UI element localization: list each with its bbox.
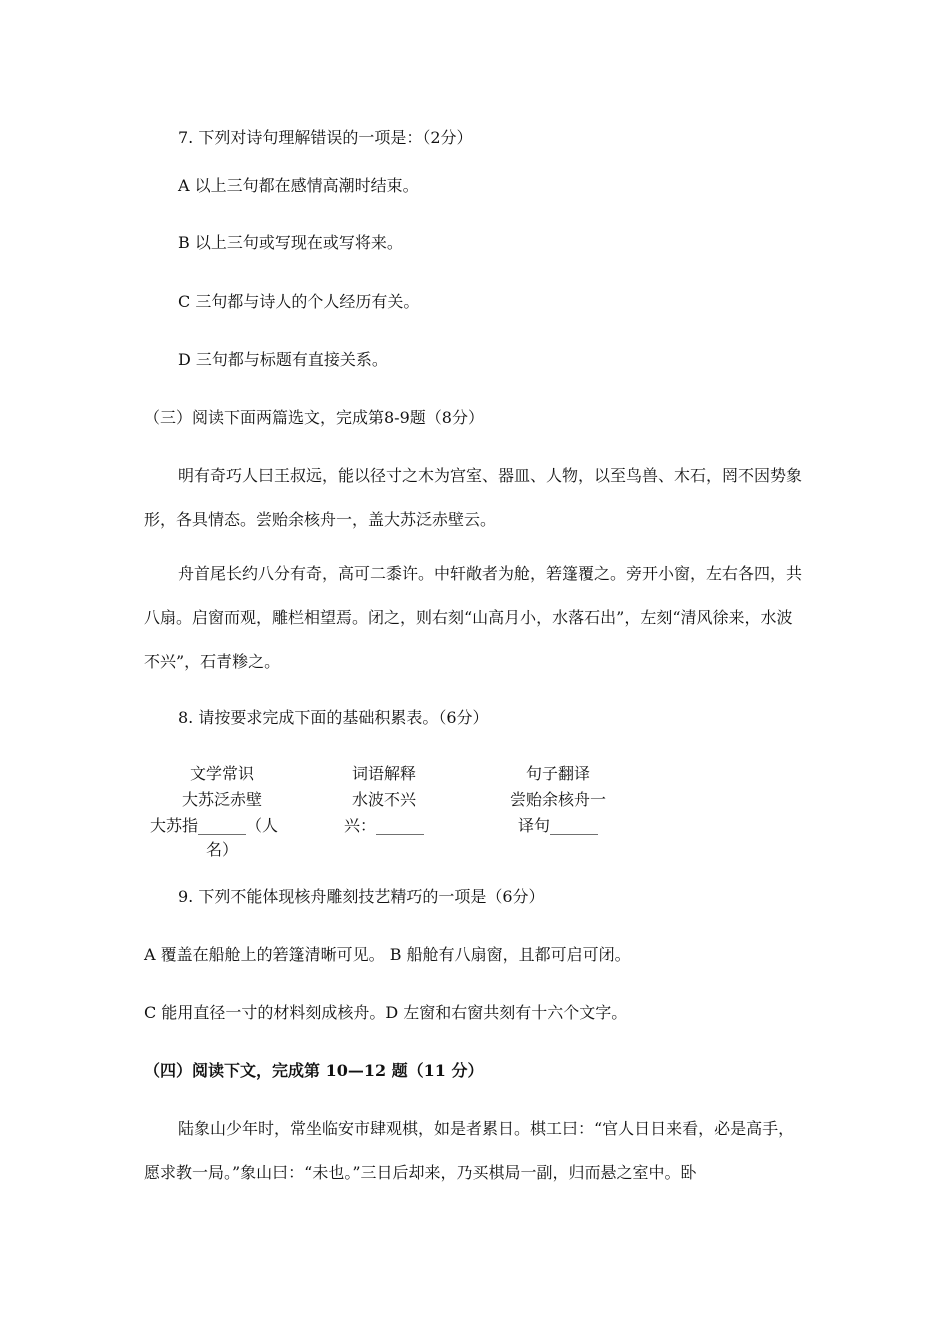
table-cell-literature-blank-cont: 名） bbox=[205, 840, 238, 859]
table-cell-vocabulary-blank: 兴：______ bbox=[344, 816, 425, 835]
table-header-vocabulary: 词语解释 bbox=[351, 764, 416, 783]
table-cell-translation-blank: 译句______ bbox=[518, 816, 599, 835]
section-3-heading: （三）阅读下面两篇选文，完成第8-9题（8分） bbox=[144, 408, 484, 427]
section-3-passage-2: 舟首尾长约八分有奇，高可二黍许。中轩敞者为舱，箬篷覆之。旁开小窗，左右各四，共八扇。启窗而观，雕栏相望焉。闭之，则右刻“山高月小，水落石出”，左刻“清风徐来，水波不兴”，石青糁之。 bbox=[144, 564, 803, 671]
question-7-stem: 7. 下列对诗句理解错误的一项是：（2分） bbox=[178, 128, 473, 147]
section-4-passage: 陆象山少年时，常坐临安市肆观棋，如是者累日。棋工曰：“官人日日来看，必是高手，愿求教一局。”象山曰：“未也。”三日后却来，乃买棋局一副，归而悬之室中。卧 bbox=[144, 1119, 795, 1182]
question-9-stem: 9. 下列不能体现核舟雕刻技艺精巧的一项是（6分） bbox=[178, 887, 545, 906]
table-cell-translation-item: 尝贻余核舟一 bbox=[509, 790, 606, 809]
section-4-heading: （四）阅读下文，完成第 10—12 题（11 分） bbox=[144, 1061, 484, 1080]
question-7-option-b: B 以上三句或写现在或写将来。 bbox=[178, 233, 403, 252]
table-header-translation: 句子翻译 bbox=[525, 764, 590, 783]
question-7-option-d: D 三句都与标题有直接关系。 bbox=[178, 350, 388, 369]
question-7-option-a: A 以上三句都在感情高潮时结束。 bbox=[178, 176, 419, 195]
question-8-stem: 8. 请按要求完成下面的基础积累表。（6分） bbox=[178, 708, 489, 727]
table-header-literature: 文学常识 bbox=[189, 764, 254, 783]
section-3-passage-1: 明有奇巧人曰王叔远，能以径寸之木为宫室、器皿、人物，以至鸟兽、木石，罔不因势象形，各具情态。尝贻余核舟一，盖大苏泛赤壁云。 bbox=[144, 466, 803, 529]
question-9-options-line-2: C 能用直径一寸的材料刻成核舟。D 左窗和右窗共刻有十六个文字。 bbox=[144, 1003, 628, 1022]
table-cell-literature-item: 大苏泛赤壁 bbox=[181, 790, 262, 809]
question-7-option-c: C 三句都与诗人的个人经历有关。 bbox=[178, 292, 420, 311]
table-cell-vocabulary-item: 水波不兴 bbox=[351, 790, 416, 809]
question-9-options-line-1: A 覆盖在船舱上的箬篷清晰可见。 B 船舱有八扇窗，且都可启可闭。 bbox=[144, 945, 631, 964]
table-cell-literature-blank: 大苏指______（人 bbox=[150, 816, 279, 835]
